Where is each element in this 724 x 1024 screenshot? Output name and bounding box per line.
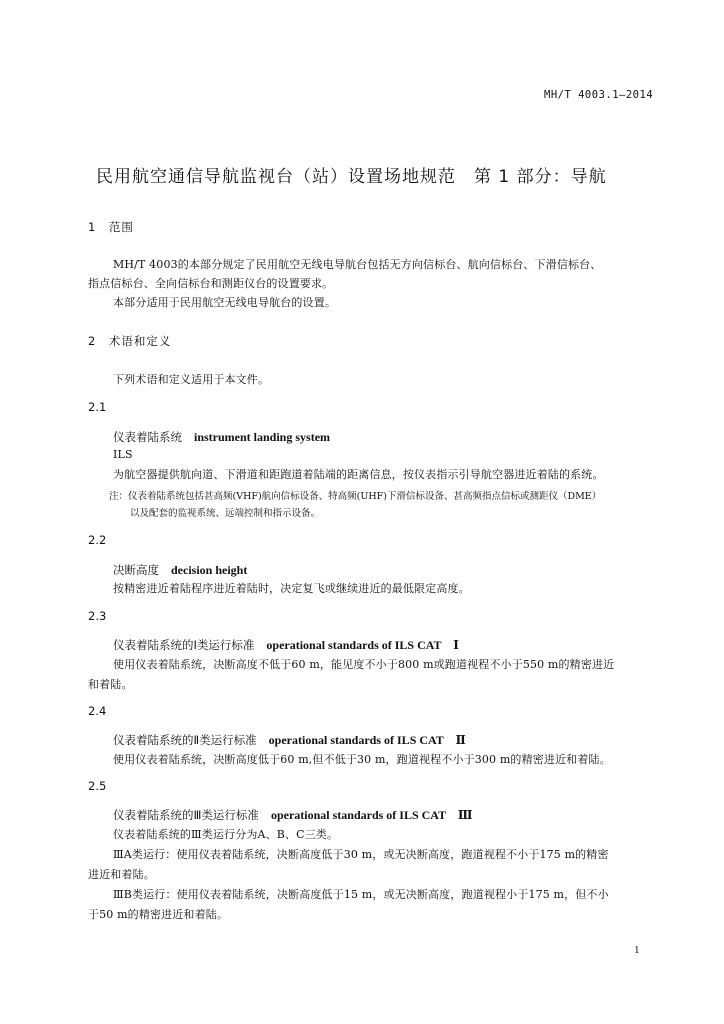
term-2-2-heading [113, 562, 247, 578]
term-en: decision height [171, 563, 248, 577]
section-2-heading: 2 术语和定义 [88, 334, 172, 348]
term-2-3-number: 2.3 [88, 609, 107, 623]
page-number: 1 [634, 944, 640, 956]
s1-paragraph-2: 本部分适用于民用航空无线电导航台的设置。 [113, 296, 336, 309]
term-2-1-number: 2.1 [88, 400, 107, 414]
term-2-5-number: 2.5 [88, 779, 107, 793]
term-en: operational standards of ILS CAT Ⅲ [270, 808, 473, 822]
term-2-5-cat-a-line-1: ⅢA类运行：使用仪表着陆系统，决断高度低于30 m，或无决断高度，跑道视程不小于175 m的精密 [113, 848, 609, 861]
term-2-1-heading [113, 429, 330, 445]
term-2-4-definition: 使用仪表着陆系统，决断高度低于60 m,但不低于30 m，跑道视程不小于300 m的精密进近和着陆。 [113, 753, 611, 766]
term-2-5-heading [113, 806, 472, 823]
term-zh: 仪表着陆系统 [113, 430, 182, 444]
term-en: instrument landing system [194, 430, 331, 444]
term-2-2-number: 2.2 [88, 533, 107, 547]
term-2-5-cat-a-line-2: 进近和着陆。 [88, 868, 155, 881]
term-2-3-heading [113, 636, 459, 653]
s1-paragraph-1-line-2: 指点信标台、全向信标台和测距仪台的设置要求。 [88, 277, 334, 290]
term-2-5-cat-b-line-1: ⅢB类运行：使用仪表着陆系统，决断高度低于15 m，或无决断高度，跑道视程小于175 m，但不小 [113, 888, 609, 901]
document-title: 民用航空通信导航监视台（站）设置场地规范 第 1 部分：导航 [96, 167, 607, 187]
term-zh: 仪表着陆系统的Ⅱ类运行标准 [113, 733, 257, 747]
term-2-4-number: 2.4 [88, 704, 107, 718]
term-2-1-note-line-1: 注：仪表着陆系统包括甚高频(VHF)航向信标设备、特高频(UHF)下滑信标设备、甚高频指点信标或测距仪（DME） [109, 491, 602, 502]
section-1-heading: 1 范围 [88, 220, 134, 234]
term-2-5-definition: 仪表着陆系统的Ⅲ类运行分为A、B、C三类。 [113, 828, 339, 841]
term-2-1-definition: 为航空器提供航向道、下滑道和距跑道着陆端的距离信息，按仪表指示引导航空器进近着陆的系统。 [113, 468, 604, 481]
term-en: operational standards of ILS CAT Ⅱ [268, 733, 466, 747]
term-en: operational standards of ILS CAT Ⅰ [266, 638, 459, 652]
s2-intro: 下列术语和定义适用于本文件。 [113, 373, 270, 386]
s1-paragraph-1-line-1: MH/T 4003的本部分规定了民用航空无线电导航台包括无方向信标台、航向信标台、下滑信标台、 [113, 258, 602, 271]
standard-number: MH/T 4003.1—2014 [544, 89, 654, 101]
term-zh: 仪表着陆系统的Ⅰ类运行标准 [113, 638, 255, 652]
term-2-4-heading [113, 731, 466, 748]
term-zh: 决断高度 [113, 563, 159, 577]
term-2-2-definition: 按精密进近着陆程序进近着陆时，决定复飞或继续进近的最低限定高度。 [113, 582, 470, 595]
term-2-3-definition-line-2: 和着陆。 [88, 678, 133, 691]
term-2-1-note-line-2: 以及配套的监视系统、远端控制和指示设备。 [130, 508, 321, 519]
term-2-5-cat-b-line-2: 于50 m的精密进近和着陆。 [88, 908, 229, 921]
term-2-3-definition-line-1: 使用仪表着陆系统，决断高度不低于60 m，能见度不小于800 m或跑道视程不小于550 m的精密进近 [113, 658, 615, 671]
term-zh: 仪表着陆系统的Ⅲ类运行标准 [113, 808, 259, 822]
term-2-1-abbr: ILS [113, 448, 133, 461]
